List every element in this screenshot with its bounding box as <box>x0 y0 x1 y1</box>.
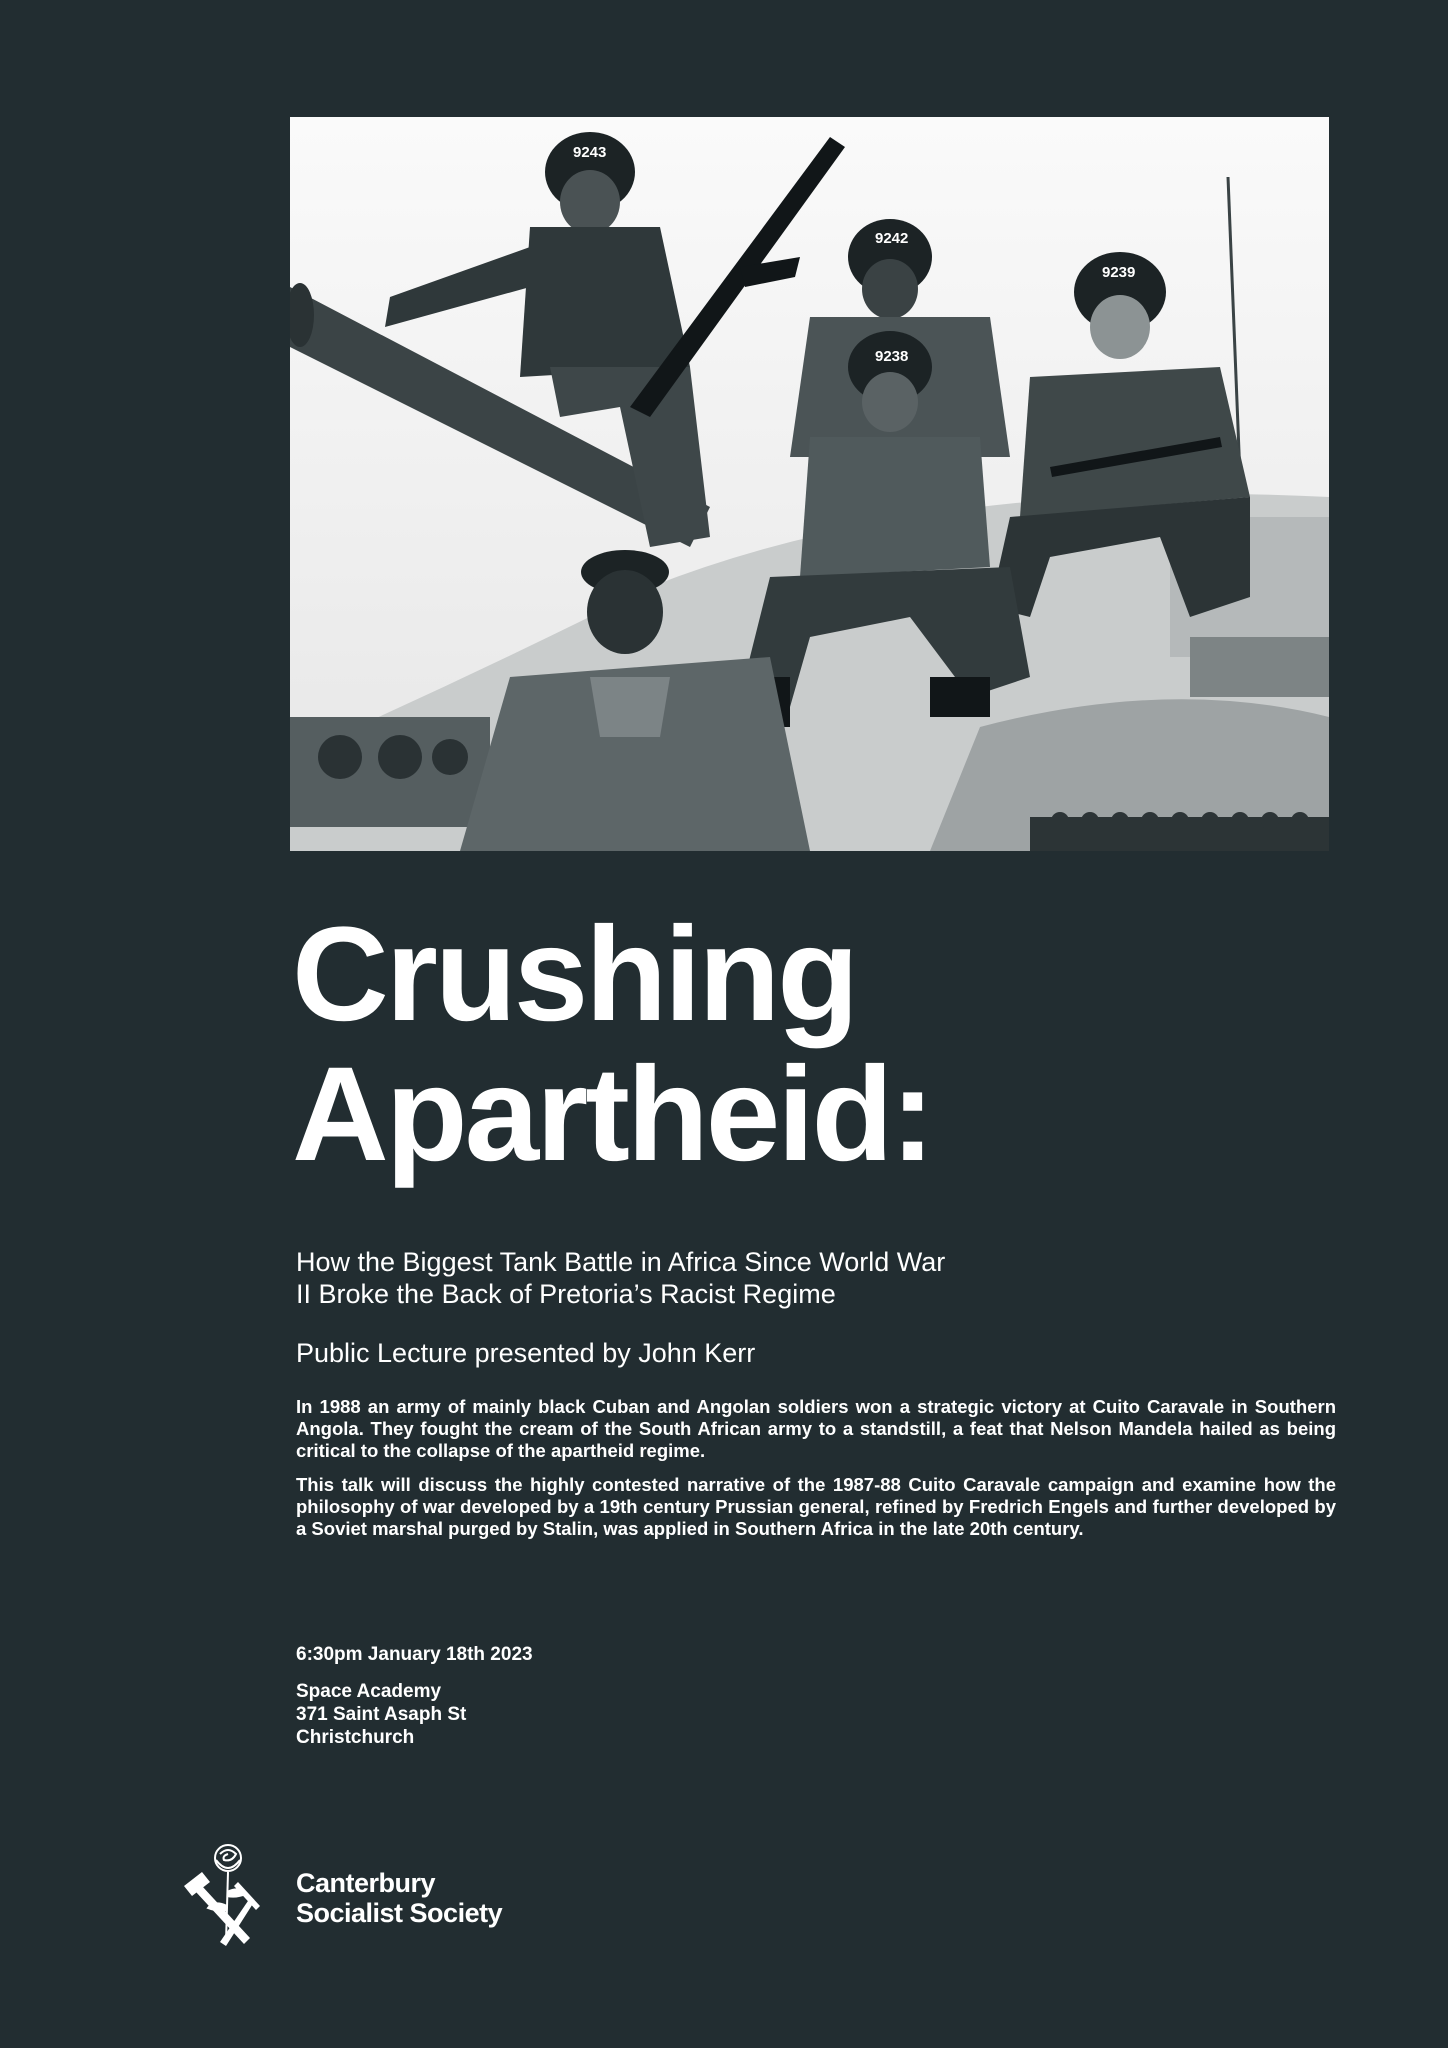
org-name <box>296 1868 502 1928</box>
helmet-number-1: 9243 <box>573 144 607 161</box>
venue-street: 371 Saint Asaph St <box>296 1704 467 1725</box>
helmet-number-3: 9239 <box>1102 264 1136 281</box>
subtitle-line-1: How the Biggest Tank Battle in Africa Since World War <box>296 1247 946 1277</box>
org-name-line-1: Canterbury <box>296 1868 436 1898</box>
hero-photo <box>290 117 1329 851</box>
tank-crew-photo-icon <box>290 117 1329 851</box>
description <box>296 1396 1336 1552</box>
description-paragraph-1: In 1988 an army of mainly black Cuban and Angolan soldiers won a strategic victory at Cuito Caravale in Southern Angola. They fought the cream of the South African army to a standstill, a feat that Nelson Mandela hailed as being critical to the collapse of the apartheid regime. <box>296 1396 1336 1461</box>
venue-name: Space Academy <box>296 1681 442 1702</box>
helmet-number-2: 9242 <box>875 230 909 247</box>
subtitle-line-2: II Broke the Back of Pretoria’s Racist Regime <box>296 1279 836 1309</box>
rose-hammer-pick-icon <box>180 1842 266 1946</box>
venue-city: Christchurch <box>296 1727 415 1748</box>
event-venue <box>296 1680 466 1749</box>
title-line-2: Apartheid: <box>292 1040 932 1189</box>
title-line-1: Crushing <box>292 900 857 1049</box>
description-paragraph-2: This talk will discuss the highly contested narrative of the 1987-88 Cuito Caravale campaign and examine how the philosophy of war developed by a 19th century Prussian general, refined by Fredrich Engels and further developed by a Soviet marshal purged by Stalin, was applied in Southern Africa in the late 20th century. <box>296 1474 1336 1539</box>
org-logo <box>180 1842 266 1946</box>
event-datetime: 6:30pm January 18th 2023 <box>296 1644 533 1665</box>
presenter-text: Public Lecture presented by John Kerr <box>296 1338 756 1368</box>
helmet-number-4: 9238 <box>875 348 909 365</box>
page-title <box>292 900 932 1189</box>
org-name-line-2: Socialist Society <box>296 1898 503 1928</box>
subtitle <box>296 1246 1096 1310</box>
